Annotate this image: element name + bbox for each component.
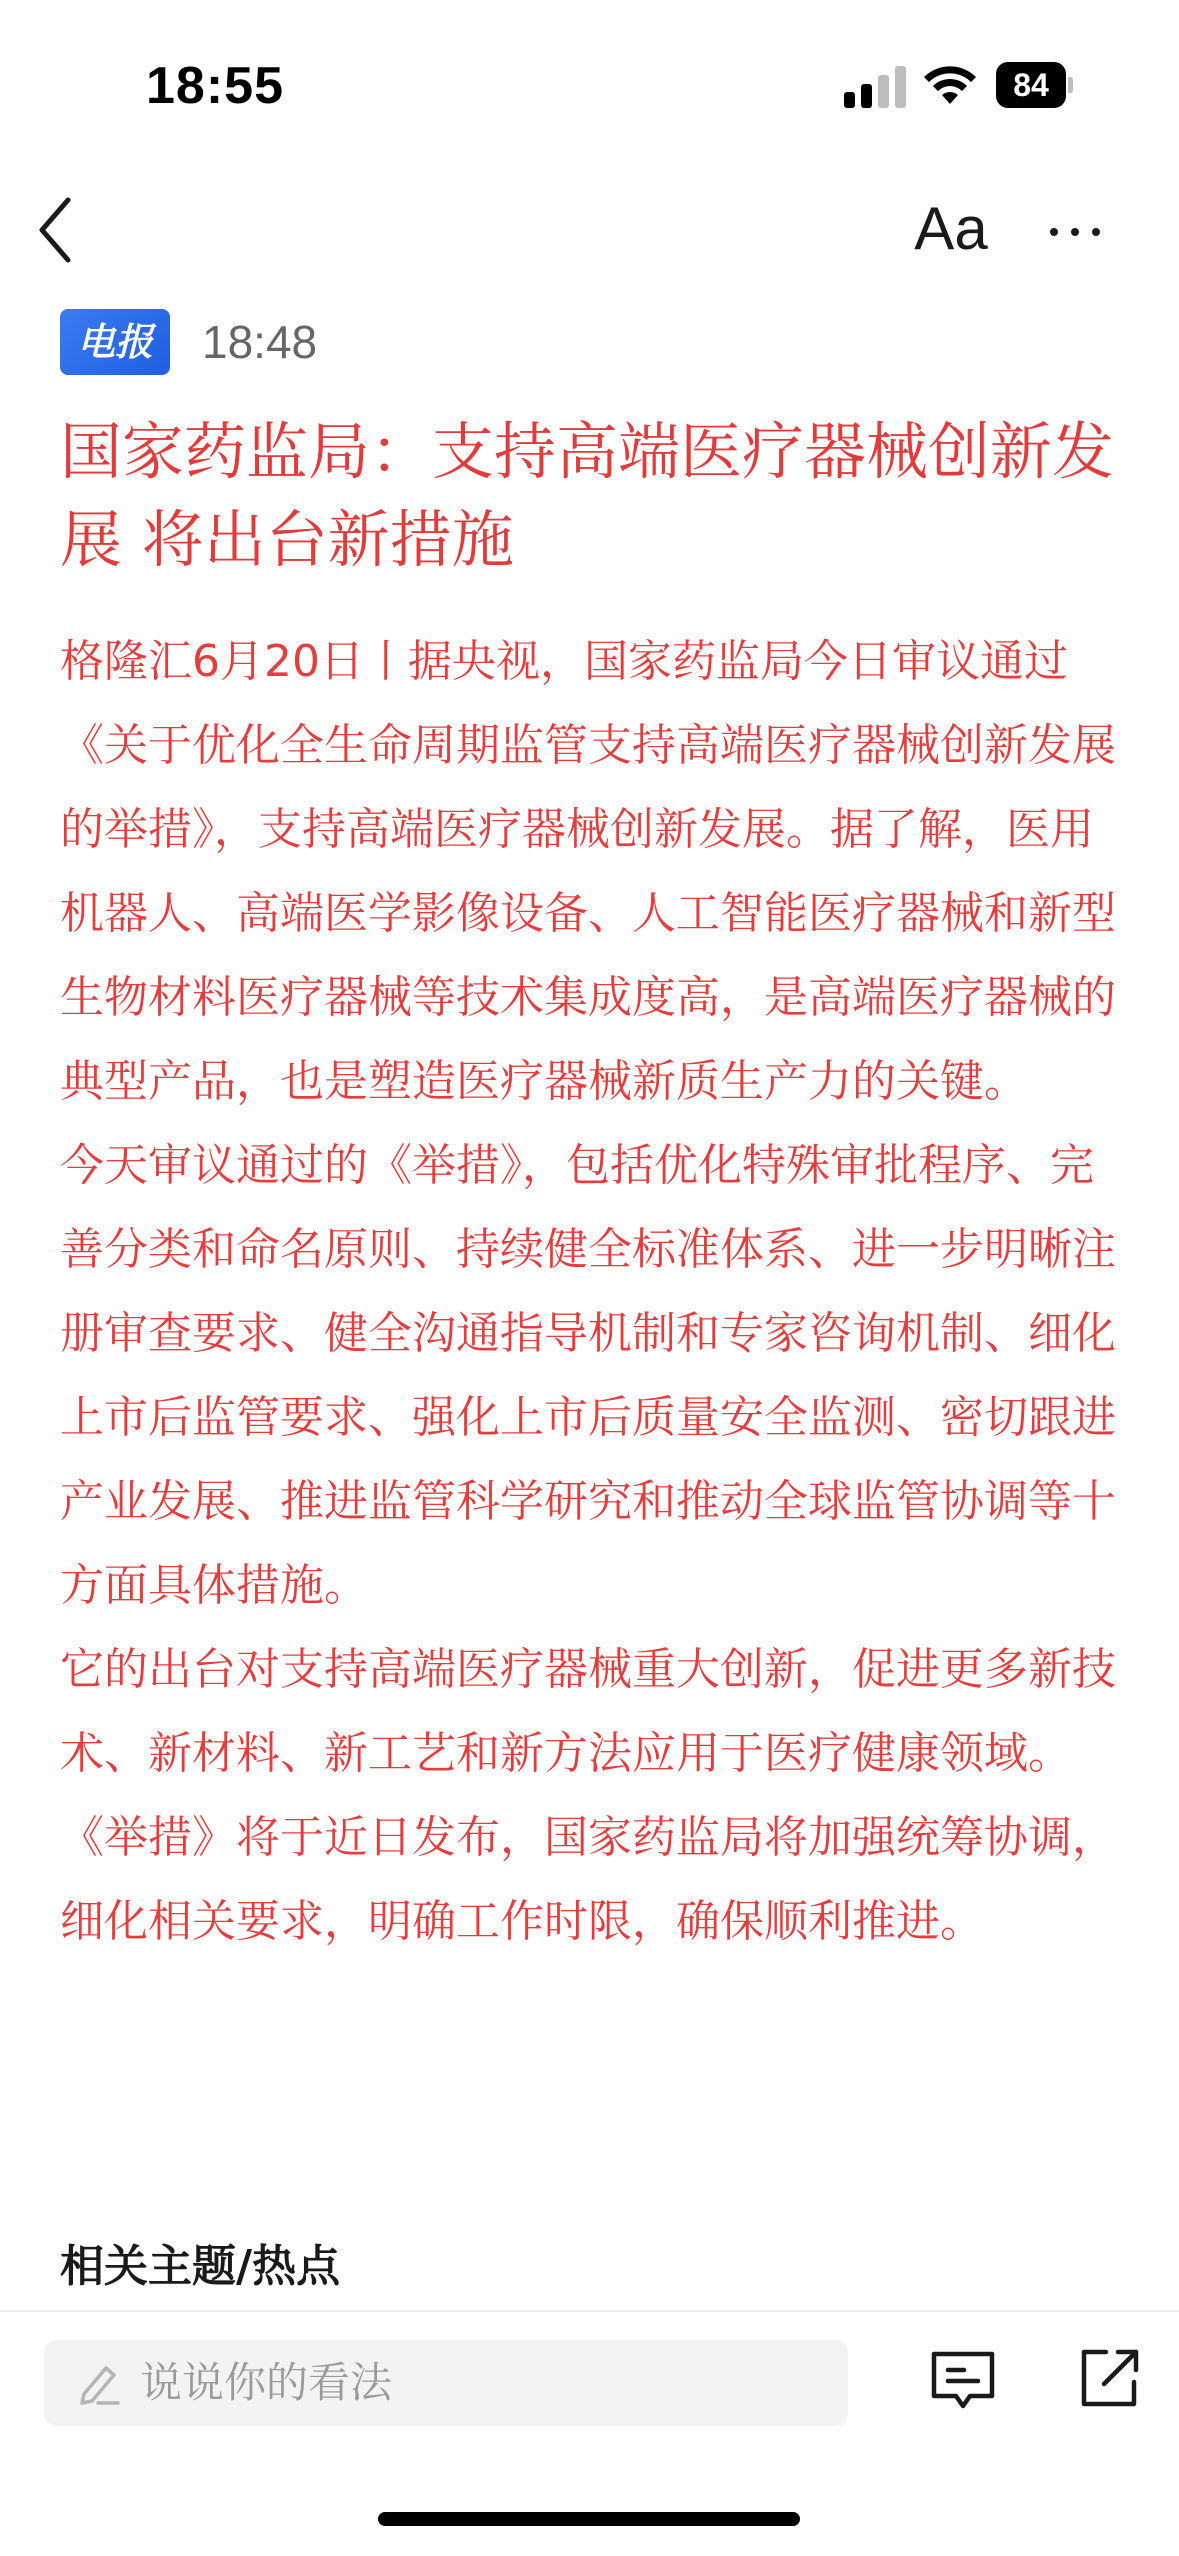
article-paragraph: 它的出台对支持高端医疗器械重大创新，促进更多新技术、新材料、新工艺和新方法应用于医疗健康领域。《举措》将于近日发布，国家药监局将加强统筹协调，细化相关要求，明确工作时限，确保顺利推进。 xyxy=(60,1644,1116,1947)
more-dot xyxy=(1050,228,1058,236)
share-icon[interactable] xyxy=(1076,2346,1142,2412)
article-meta xyxy=(60,305,960,377)
wifi-icon xyxy=(922,64,978,108)
status-bar xyxy=(0,0,1179,170)
signal-icon xyxy=(844,66,908,108)
related-topics-title: 相关主题/热点 xyxy=(60,2241,341,2292)
more-horizontal-icon[interactable] xyxy=(1040,196,1110,266)
bottom-bar-divider xyxy=(0,2310,1179,2312)
home-indicator xyxy=(378,2512,800,2526)
pencil-icon xyxy=(76,2360,122,2406)
status-time: 18:55 xyxy=(146,57,284,115)
chevron-left-icon[interactable] xyxy=(36,196,76,264)
font-size-button[interactable]: Aa xyxy=(914,195,988,262)
article-paragraph: 今天审议通过的《举措》，包括优化特殊审批程序、完善分类和命名原则、持续健全标准体系、进一步明晰注册审查要求、健全沟通指导机制和专家咨询机制、细化上市后监管要求、强化上市后质量安全监测、密切跟进产业发展、推进监管科学研究和推动全球监管协调等十方面具体措施。 xyxy=(60,1140,1116,1611)
nav-bar xyxy=(0,170,1179,290)
comment-icon[interactable] xyxy=(928,2346,998,2416)
comment-placeholder: 说说你的看法 xyxy=(140,2358,393,2407)
more-dot xyxy=(1071,228,1079,236)
article-paragraph: 格隆汇6月20日丨据央视，国家药监局今日审议通过《关于优化全生命周期监管支持高端医疗器械创新发展的举措》，支持高端医疗器械创新发展。据了解，医用机器人、高端医学影像设备、人工智能医疗器械和新型生物材料医疗器械等技术集成度高，是高端医疗器械的典型产品，也是塑造医疗器械新质生产力的关键。 xyxy=(60,636,1116,1107)
battery-icon xyxy=(996,62,1072,108)
battery-level: 84 xyxy=(996,62,1066,108)
battery-cap xyxy=(1068,77,1073,93)
comment-input[interactable] xyxy=(44,2340,848,2426)
more-dot xyxy=(1092,228,1100,236)
telegraph-tag: 电报 xyxy=(60,309,170,375)
article-headline: 国家药监局：支持高端医疗器械创新发展 将出台新措施 xyxy=(60,415,1115,576)
publish-time: 18:48 xyxy=(202,316,318,368)
article-body xyxy=(60,620,1130,1964)
